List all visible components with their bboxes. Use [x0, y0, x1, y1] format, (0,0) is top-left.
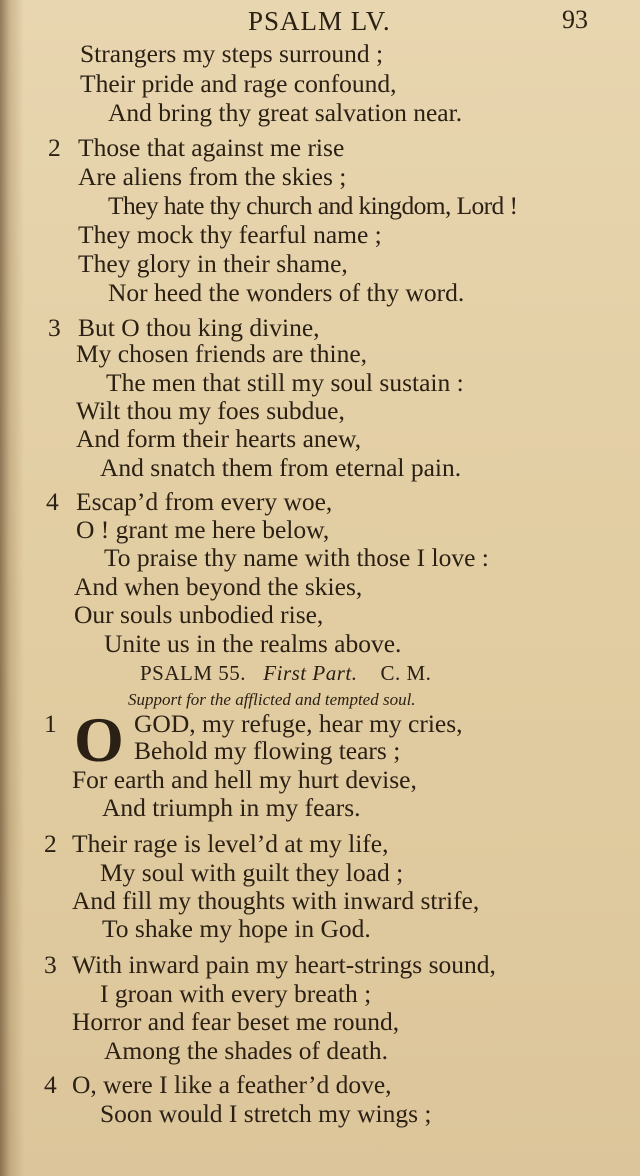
verse-line: Their pride and rage confound, — [80, 69, 397, 98]
verse-line: Our souls unbodied rise, — [74, 600, 324, 629]
verse-number: 4 — [44, 1070, 57, 1099]
verse-line: Among the shades of death. — [104, 1036, 388, 1065]
verse-line: They hate thy church and kingdom, Lord ! — [108, 191, 518, 220]
verse-line: Escap’d from every woe, — [76, 487, 333, 516]
verse-line: Soon would I stretch my wings ; — [100, 1099, 432, 1128]
page-header — [0, 0, 640, 44]
hymn-subheading: Support for the afflicted and tempted soul. — [128, 690, 416, 709]
stanza-number: 4 — [46, 487, 59, 516]
verse-number: 3 — [44, 950, 57, 979]
verse-line: For earth and hell my hurt devise, — [72, 765, 417, 794]
verse-line: Are aliens from the skies ; — [78, 162, 347, 191]
verse-line: Horror and fear beset me round, — [72, 1007, 400, 1036]
verse-line: My soul with guilt they load ; — [100, 858, 404, 887]
verse-line: They mock thy fearful name ; — [78, 220, 382, 249]
verse-number: 1 — [44, 709, 57, 738]
verse-line: And triumph in my fears. — [102, 793, 361, 822]
verse-line: GOD, my refuge, hear my cries, — [134, 709, 463, 738]
verse-line: O ! grant me here below, — [76, 515, 330, 544]
verse-line: Wilt thou my foes subdue, — [76, 396, 345, 425]
verse-line: And form their hearts anew, — [76, 424, 362, 453]
verse-line: With inward pain my heart-strings sound, — [72, 950, 496, 979]
verse-line: But O thou king divine, — [78, 313, 320, 342]
verse-line: And fill my thoughts with inward strife, — [72, 886, 480, 915]
verse-line: O, were I like a feather’d dove, — [72, 1070, 392, 1099]
verse-line: Unite us in the realms above. — [104, 629, 402, 658]
verse-line: To shake my hope in God. — [102, 914, 371, 943]
stanza-number: 2 — [48, 133, 61, 162]
verse-line: The men that still my soul sustain : — [106, 368, 464, 397]
drop-cap: O — [74, 704, 124, 775]
verse-line: Those that against me rise — [78, 133, 345, 162]
verse-line: And snatch them from eternal pain. — [100, 453, 462, 482]
verse-line: And when beyond the skies, — [74, 572, 363, 601]
stanza-number: 3 — [48, 313, 61, 342]
verse-line: My chosen friends are thine, — [76, 339, 368, 368]
page-number: 93 — [562, 5, 588, 34]
verse-line: Their rage is level’d at my life, — [72, 829, 389, 858]
verse-number: 2 — [44, 829, 57, 858]
verse-line: Strangers my steps surround ; — [80, 39, 384, 68]
heading-psalm: PSALM 55. — [140, 661, 247, 685]
heading-meter: C. M. — [380, 661, 432, 685]
verse-line: They glory in their shame, — [78, 249, 348, 278]
verse-line: And bring thy great salvation near. — [108, 98, 463, 127]
verse-line: Nor heed the wonders of thy word. — [108, 278, 465, 307]
heading-part: First Part. — [263, 661, 358, 685]
hymn-heading — [140, 661, 431, 686]
verse-line: Behold my flowing tears ; — [134, 736, 401, 765]
verse-line: I groan with every breath ; — [100, 979, 372, 1008]
verse-line: To praise thy name with those I love : — [104, 543, 489, 572]
running-title: PSALM LV. — [248, 6, 391, 36]
